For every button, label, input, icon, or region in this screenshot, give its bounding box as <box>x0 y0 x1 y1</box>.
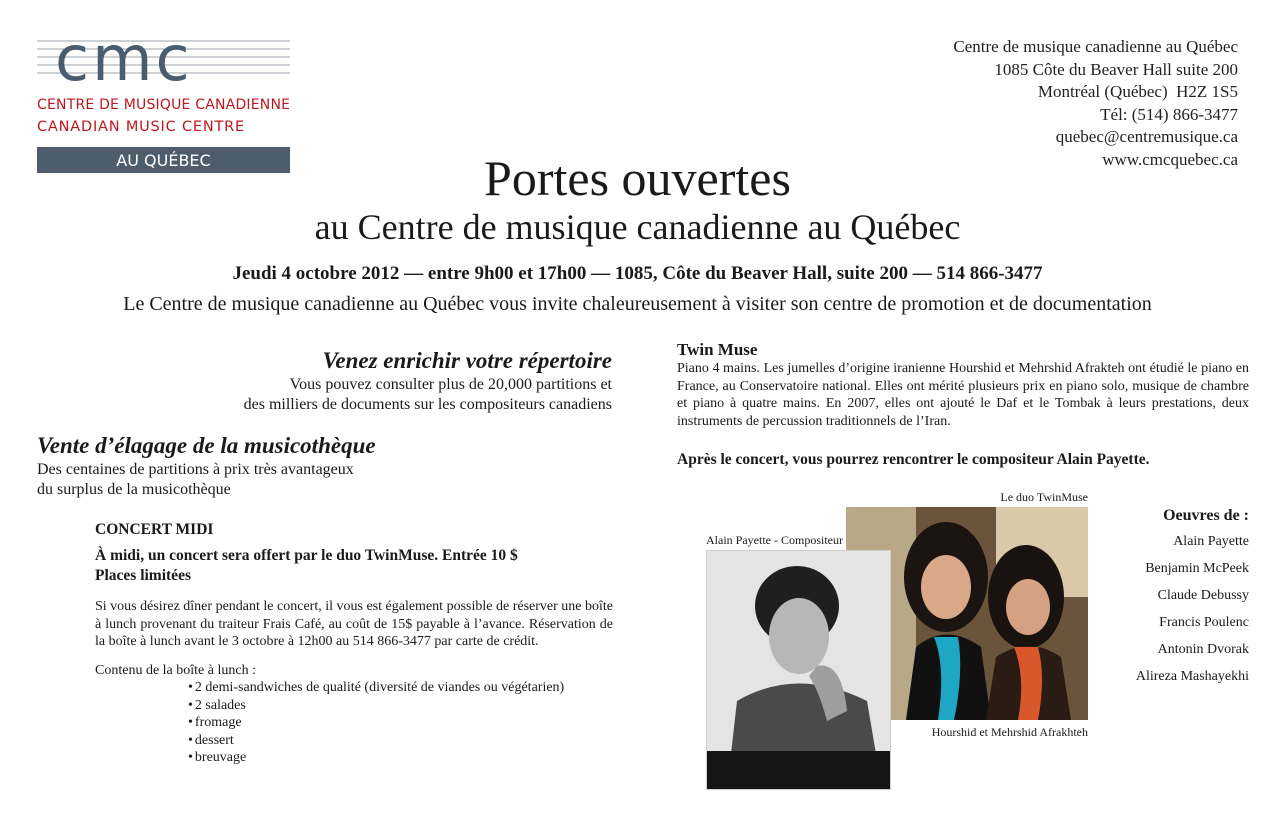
concert-lead-line: Places limitées <box>95 567 191 584</box>
lunch-menu-list <box>95 679 613 767</box>
lunch-info: Si vous désirez dîner pendant le concert, il vous est également possible de réserver une boîte à lunch provenant du traiteur Frais Café, au coût de 15$ payable à l’avance. Réservation de la boîte à lunch avant le 3 octobre à 12h00 au 514 866-3477 par carte de crédit. <box>95 599 613 649</box>
event-dateline: Jeudi 4 octobre 2012 — entre 9h00 et 17h00 — 1085, Côte du Beaver Hall, suite 200 — 514 866-3477 <box>232 263 1043 284</box>
logo-line-en: CANADIAN MUSIC CENTRE <box>37 119 245 135</box>
repertoire-section <box>112 347 612 415</box>
list-item: Claude Debussy <box>1157 588 1249 603</box>
concert-lead-line: À midi, un concert sera offert par le duo TwinMuse. Entrée 10 $ <box>95 547 518 564</box>
list-item: • fromage <box>188 714 613 732</box>
list-item: Alain Payette <box>1173 534 1249 549</box>
logo-line-fr: CENTRE DE MUSIQUE CANADIENNE <box>37 97 291 113</box>
sale-heading: Vente d’élagage de la musicothèque <box>37 433 376 458</box>
list-item: • 2 salades <box>188 697 613 715</box>
works-heading: Oeuvres de : <box>1163 507 1249 524</box>
composer-photo-image <box>707 551 890 789</box>
twinmuse-bio: Piano 4 mains. Les jumelles d’origine iranienne Hourshid et Mehrshid Afrakteh ont étudié le piano en France, au Conservatoire national. Elles ont mérité plusieurs prix en piano solo, musique de chambre et piano à quatre mains. En 2007, elles ont ajouté le Daf et le Tombak à leurs prestations, deux instruments de percussion traditionnels de l’Iran. <box>677 361 1249 429</box>
address-line: 1085 Côte du Beaver Hall suite 200 <box>994 59 1238 79</box>
works-list <box>1136 506 1249 695</box>
composer-photo <box>706 550 891 790</box>
phone: Tél: (514) 866-3477 <box>1100 104 1238 124</box>
concert-lead <box>95 546 613 586</box>
composer-photo-caption: Alain Payette - Compositeur <box>706 533 843 547</box>
logo-wordmark: cmc <box>55 22 193 95</box>
repertoire-heading: Venez enrichir votre répertoire <box>322 348 612 373</box>
list-item: • breuvage <box>188 749 613 767</box>
invitation-text: Le Centre de musique canadienne au Québec vous invite chaleureusement à visiter son centre de promotion et de documentation <box>123 293 1152 315</box>
meet-composer-note: Après le concert, vous pourrez rencontrer le compositeur Alain Payette. <box>677 451 1150 468</box>
concert-heading: CONCERT MIDI <box>95 521 214 538</box>
address-line: Montréal (Québec) H2Z 1S5 <box>1037 82 1238 101</box>
list-item: Antonin Dvorak <box>1157 642 1249 657</box>
list-item: Benjamin McPeek <box>1145 561 1249 576</box>
duo-names-caption: Hourshid et Mehrshid Afrakhteh <box>931 725 1088 739</box>
twinmuse-heading: Twin Muse <box>677 340 758 359</box>
list-item: • dessert <box>188 732 613 750</box>
list-item: Alireza Mashayekhi <box>1135 669 1249 684</box>
twinmuse-section <box>677 340 1249 470</box>
email-link[interactable]: quebec@centremusique.ca <box>1055 127 1238 146</box>
lunch-menu-title: Contenu de la boîte à lunch : <box>95 662 256 678</box>
repertoire-text: des milliers de documents sur les compositeurs canadiens <box>243 396 612 413</box>
logo-region-bar: AU QUÉBEC <box>37 147 290 173</box>
page-subtitle: au Centre de musique canadienne au Québec <box>314 207 961 247</box>
website-link[interactable]: www.cmcquebec.ca <box>1102 149 1238 169</box>
sale-text: du surplus de la musicothèque <box>37 481 231 498</box>
list-item: • 2 demi-sandwiches de qualité (diversité de viandes ou végétarien) <box>188 679 613 697</box>
concert-section <box>95 520 613 767</box>
list-item: Francis Poulenc <box>1159 615 1249 630</box>
address-line: Centre de musique canadienne au Québec <box>953 37 1238 56</box>
sale-section <box>37 432 537 500</box>
page-title: Portes ouvertes <box>484 150 791 206</box>
sale-text: Des centaines de partitions à prix très avantageux <box>37 461 354 478</box>
repertoire-text: Vous pouvez consulter plus de 20,000 partitions et <box>289 376 612 393</box>
duo-photo-caption: Le duo TwinMuse <box>1000 490 1088 504</box>
